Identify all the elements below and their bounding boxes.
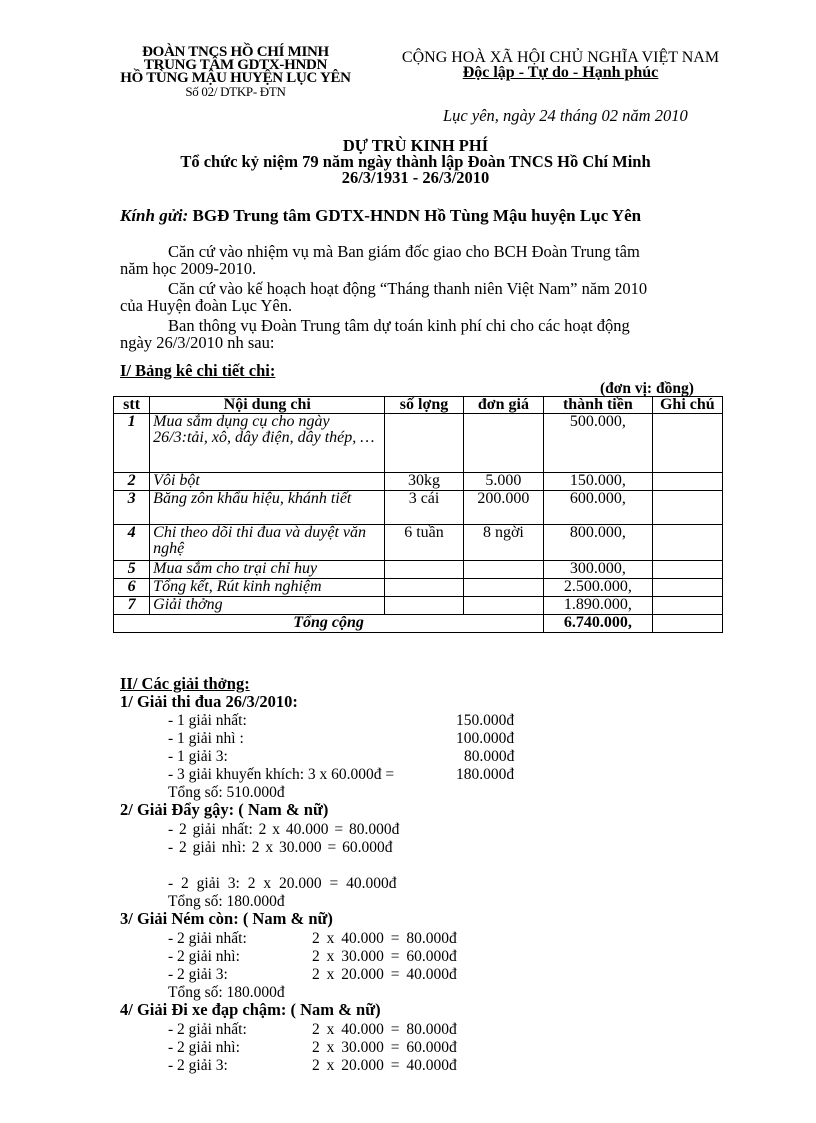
national-motto: Độc lập - Tự do - Hạnh phúc [462, 64, 659, 81]
prize-item-value: 180.000đ [456, 766, 515, 783]
row-stt: 3 [114, 491, 150, 525]
row-qty [385, 561, 463, 579]
table-row [114, 597, 723, 615]
col-note: Ghi chú [652, 397, 722, 414]
row-stt: 4 [114, 525, 150, 561]
expense-table [113, 396, 723, 633]
table-row [114, 491, 723, 525]
row-stt: 2 [114, 473, 150, 491]
prize-item-label: - 2 giải nhất: [168, 1021, 247, 1038]
row-price [463, 414, 543, 473]
prize-item-label: - 1 giải nhất: [168, 712, 247, 729]
col-qty: số lợng [385, 397, 463, 414]
table-row [114, 525, 723, 561]
prize-item-label: - 1 giải nhì : [168, 730, 244, 747]
table-row [114, 561, 723, 579]
total-value: 6.740.000, [544, 615, 653, 633]
col-price: đơn giá [463, 397, 543, 414]
row-total: 300.000, [544, 561, 653, 579]
national-title: CỘNG HOÀ XÃ HỘI CHỦ NGHĨA VIỆT NAM [401, 49, 720, 66]
prize-item: - 2 giải nhất: 2 x 40.000 = 80.000đ [168, 821, 400, 838]
row-note [652, 414, 722, 473]
title-main: DỰ TRÙ KINH PHÍ [342, 136, 489, 155]
row-note [652, 597, 722, 615]
paragraph-basis-2: Căn cứ vào kế hoạch hoạt động “Tháng thanh niên Việt Nam” năm 2010 [168, 279, 648, 298]
prize-item-value: 80.000đ [464, 748, 515, 765]
table-header-row [114, 397, 723, 414]
prize-item-calc: 2 x 40.000 = 80.000đ [312, 1021, 457, 1038]
national-header [388, 50, 733, 80]
table-row [114, 414, 723, 473]
table-row [114, 473, 723, 491]
org-name: ĐOÀN TNCS HỒ CHÍ MINH [142, 44, 329, 60]
recipient-name: BGĐ Trung tâm GDTX-HNDN Hồ Tùng Mậu huyện Lục Yên [192, 206, 642, 225]
paragraph-basis-1: Căn cứ vào nhiệm vụ mà Ban giám đốc giao cho BCH Đoàn Trung tâm [168, 242, 640, 261]
org-header [108, 46, 363, 98]
prize-item: - 2 giải 3: 2 x 20.000 = 40.000đ [168, 875, 397, 892]
prize-group-3-title: 3/ Giải Ném còn: ( Nam & nữ) [120, 909, 333, 928]
prize-item-calc: 2 x 30.000 = 60.000đ [312, 948, 457, 965]
prize-item-label: - 3 giải khuyến khích: 3 x 60.000đ = [168, 766, 395, 783]
row-total: 150.000, [544, 473, 653, 491]
row-total: 1.890.000, [544, 597, 653, 615]
paragraph-basis-2-cont: của Huyện đoàn Lục Yên. [120, 296, 293, 315]
row-price [463, 561, 543, 579]
row-stt: 6 [114, 579, 150, 597]
table-total-row [114, 615, 723, 633]
prize-item-calc: 2 x 20.000 = 40.000đ [312, 1057, 457, 1074]
row-total: 800.000, [544, 525, 653, 561]
prize-item-label: - 2 giải nhì: [168, 948, 240, 965]
prize-item-calc: 2 x 20.000 = 40.000đ [312, 966, 457, 983]
row-note [652, 561, 722, 579]
row-content: Băng zôn khẩu hiệu, khánh tiết [150, 491, 385, 525]
document-date: Lục yên, ngày 24 tháng 02 năm 2010 [443, 106, 688, 125]
prize-item-value: 150.000đ [456, 712, 515, 729]
prize-item-label: - 1 giải 3: [168, 748, 228, 765]
document-title [108, 138, 723, 186]
table-row [114, 579, 723, 597]
row-content: Chi theo dõi thi đua và duyệt văn nghệ [150, 525, 385, 561]
row-stt: 7 [114, 597, 150, 615]
row-price [463, 579, 543, 597]
row-content: Tổng kết, Rút kinh nghiệm [150, 579, 385, 597]
section-1-heading: I/ Bảng kê chi tiết chi: [120, 361, 276, 380]
row-content: Vôi bột [150, 473, 385, 491]
paragraph-estimate: Ban thông vụ Đoàn Trung tâm dự toán kinh phí chi cho các hoạt động [168, 316, 630, 335]
recipient-label: Kính gửi: [120, 206, 189, 225]
row-qty [385, 414, 463, 473]
row-content: Mua sắm cho trại chỉ huy [150, 561, 385, 579]
prize-group-1-title: 1/ Giải thi đua 26/3/2010: [120, 692, 298, 711]
org-center: TRUNG TÂM GDTX-HNDN [143, 57, 328, 73]
row-stt: 5 [114, 561, 150, 579]
row-content: Giải thởng [150, 597, 385, 615]
prize-group-2-total: Tổng số: 180.000đ [168, 893, 285, 910]
row-price: 200.000 [463, 491, 543, 525]
row-total: 600.000, [544, 491, 653, 525]
row-qty [385, 597, 463, 615]
row-total: 2.500.000, [544, 579, 653, 597]
row-qty: 6 tuần [385, 525, 463, 561]
row-price [463, 597, 543, 615]
col-content: Nội dung chi [150, 397, 385, 414]
col-total: thành tiền [544, 397, 653, 414]
row-total: 500.000, [544, 414, 653, 473]
prize-group-4-title: 4/ Giải Đi xe đạp chậm: ( Nam & nữ) [120, 1000, 381, 1019]
unit-note: (đơn vị: đồng) [600, 380, 694, 397]
prize-item-label: - 2 giải 3: [168, 1057, 228, 1074]
row-qty: 3 cái [385, 491, 463, 525]
prize-item-value: 100.000đ [456, 730, 515, 747]
title-dates: 26/3/1931 - 26/3/2010 [341, 168, 490, 187]
row-note [652, 579, 722, 597]
prize-group-1-total: Tổng số: 510.000đ [168, 784, 285, 801]
prize-item-label: - 2 giải nhì: [168, 1039, 240, 1056]
prize-group-3-total: Tổng số: 180.000đ [168, 984, 285, 1001]
total-label: Tổng cộng [114, 615, 544, 633]
row-content: Mua sắm dụng cụ cho ngày 26/3:tải, xô, dây điện, dây thép, … [150, 414, 385, 473]
row-qty: 30kg [385, 473, 463, 491]
document-number: Số 02/ DTKP- ĐTN [185, 84, 286, 99]
paragraph-estimate-cont: ngày 26/3/2010 nh sau: [120, 333, 275, 352]
row-price: 5.000 [463, 473, 543, 491]
prize-item-calc: 2 x 40.000 = 80.000đ [312, 930, 457, 947]
title-sub: Tổ chức kỷ niệm 79 năm ngày thành lập Đoàn TNCS Hồ Chí Minh [180, 152, 651, 171]
col-stt: stt [114, 397, 150, 414]
row-price: 8 ngời [463, 525, 543, 561]
row-stt: 1 [114, 414, 150, 473]
row-qty [385, 579, 463, 597]
recipient [120, 206, 641, 226]
prize-item-calc: 2 x 30.000 = 60.000đ [312, 1039, 457, 1056]
row-note [652, 491, 722, 525]
prize-item: - 2 giải nhì: 2 x 30.000 = 60.000đ [168, 839, 393, 856]
total-note [652, 615, 722, 633]
prize-item-label: - 2 giải nhất: [168, 930, 247, 947]
row-note [652, 473, 722, 491]
org-district: HỒ TÙNG MẬU HUYỆN LỤC YÊN [120, 70, 351, 86]
section-2-heading: II/ Các giải thởng: [120, 674, 250, 693]
paragraph-basis-1-cont: năm học 2009-2010. [120, 259, 257, 278]
prize-item-label: - 2 giải 3: [168, 966, 228, 983]
row-note [652, 525, 722, 561]
prize-group-2-title: 2/ Giải Đẩy gậy: ( Nam & nữ) [120, 800, 329, 819]
